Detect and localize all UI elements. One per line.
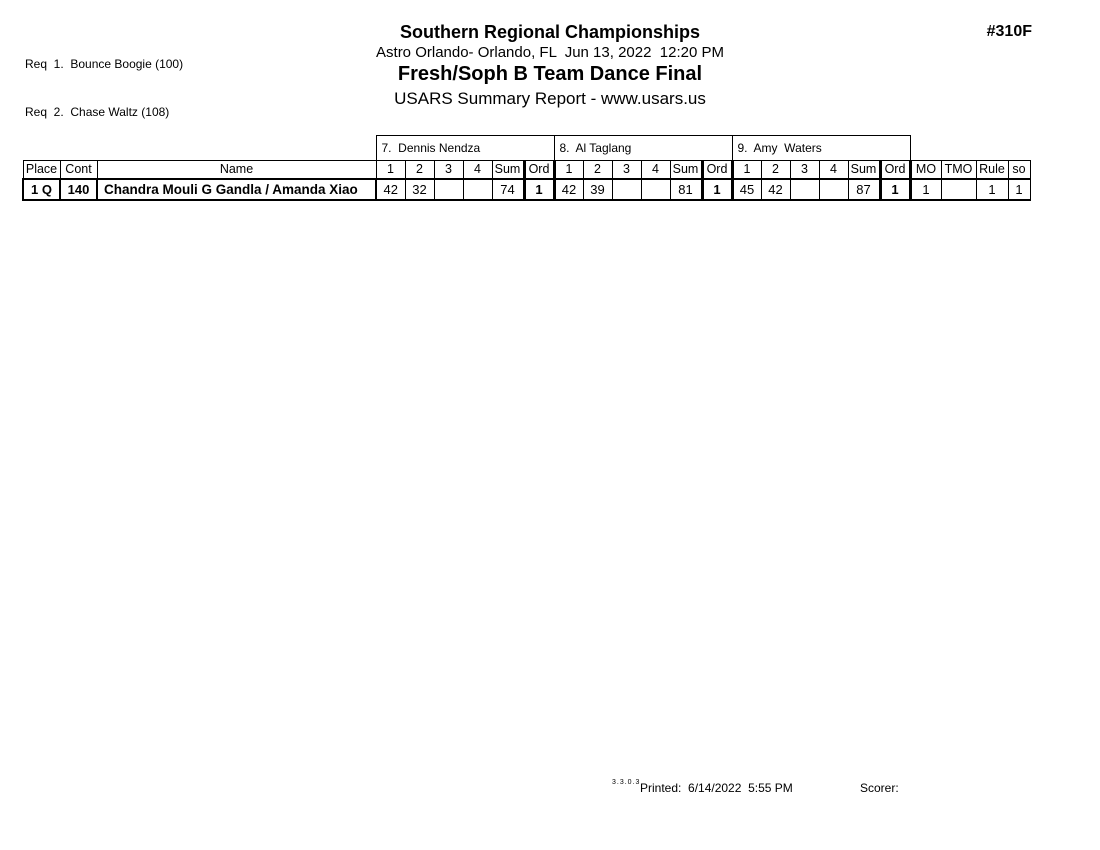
j8-score-3 [612,179,641,200]
j7-score-4 [463,179,492,200]
col-header-name: Name [97,161,376,179]
j9-sum: 87 [848,179,880,200]
col-header-j9-1: 1 [732,161,761,179]
col-header-tmo: TMO [941,161,976,179]
required-dance-1: Req 1. Bounce Boogie (100) [25,57,184,71]
j9-score-3 [790,179,819,200]
j9-score-4 [819,179,848,200]
col-header-j7-3: 3 [434,161,463,179]
judge-header-9: 9. Amy Waters [732,136,910,161]
result-tmo [941,179,976,200]
col-header-j8-3: 3 [612,161,641,179]
event-number: #310F [986,23,1032,40]
result-row [23,179,1030,200]
col-header-place: Place [23,161,60,179]
j8-sum: 81 [670,179,702,200]
event-title: Fresh/Soph B Team Dance Final [397,63,703,85]
j7-ordinal: 1 [524,179,554,200]
col-header-mo: MO [910,161,941,179]
j9-score-2: 42 [761,179,790,200]
col-header-j8-1: 1 [554,161,583,179]
col-header-rule: Rule [976,161,1008,179]
result-so: 1 [1008,179,1030,200]
col-header-so: so [1008,161,1030,179]
col-header-j7-1: 1 [376,161,405,179]
competition-title: Southern Regional Championships [399,22,700,42]
col-header-j9-4: 4 [819,161,848,179]
j7-score-2: 32 [405,179,434,200]
result-mo: 1 [910,179,941,200]
col-header-j7-4: 4 [463,161,492,179]
j8-score-2: 39 [583,179,612,200]
col-header-j9-2: 2 [761,161,790,179]
judge-header-8: 8. Al Taglang [554,136,732,161]
col-header-j7-ord: Ord [524,161,554,179]
j8-ordinal: 1 [702,179,732,200]
j9-ordinal: 1 [880,179,910,200]
col-header-j9-3: 3 [790,161,819,179]
col-header-j8-2: 2 [583,161,612,179]
results-table [22,135,1031,201]
col-header-j8-sum: Sum [670,161,702,179]
j9-score-1: 45 [732,179,761,200]
col-header-cont: Cont [60,161,97,179]
result-contestant-number: 140 [60,179,97,200]
result-skater-names: Chandra Mouli G Gandla / Amanda Xiao [97,179,376,200]
col-header-j7-2: 2 [405,161,434,179]
col-header-j9-sum: Sum [848,161,880,179]
col-header-j7-sum: Sum [492,161,524,179]
version-mark: 3.3.0.3 [612,779,641,786]
printed-timestamp: Printed: 6/14/2022 5:55 PM [640,781,793,795]
column-header-row [23,161,1030,179]
report-subtitle: USARS Summary Report - www.usars.us [394,89,706,108]
result-rule: 1 [976,179,1008,200]
j8-score-4 [641,179,670,200]
j8-score-1: 42 [554,179,583,200]
venue-date-line: Astro Orlando- Orlando, FL Jun 13, 2022 12:20 PM [376,44,724,61]
j7-score-3 [434,179,463,200]
j7-sum: 74 [492,179,524,200]
required-dance-2: Req 2. Chase Waltz (108) [25,105,170,119]
col-header-j8-ord: Ord [702,161,732,179]
judges-row-spacer-right [910,136,1030,161]
judges-header-row [23,136,1030,161]
judge-header-7: 7. Dennis Nendza [376,136,554,161]
result-place: 1 Q [23,179,60,200]
judges-row-spacer-left [23,136,376,161]
j7-score-1: 42 [376,179,405,200]
scorer-label: Scorer: [860,781,899,795]
col-header-j9-ord: Ord [880,161,910,179]
col-header-j8-4: 4 [641,161,670,179]
